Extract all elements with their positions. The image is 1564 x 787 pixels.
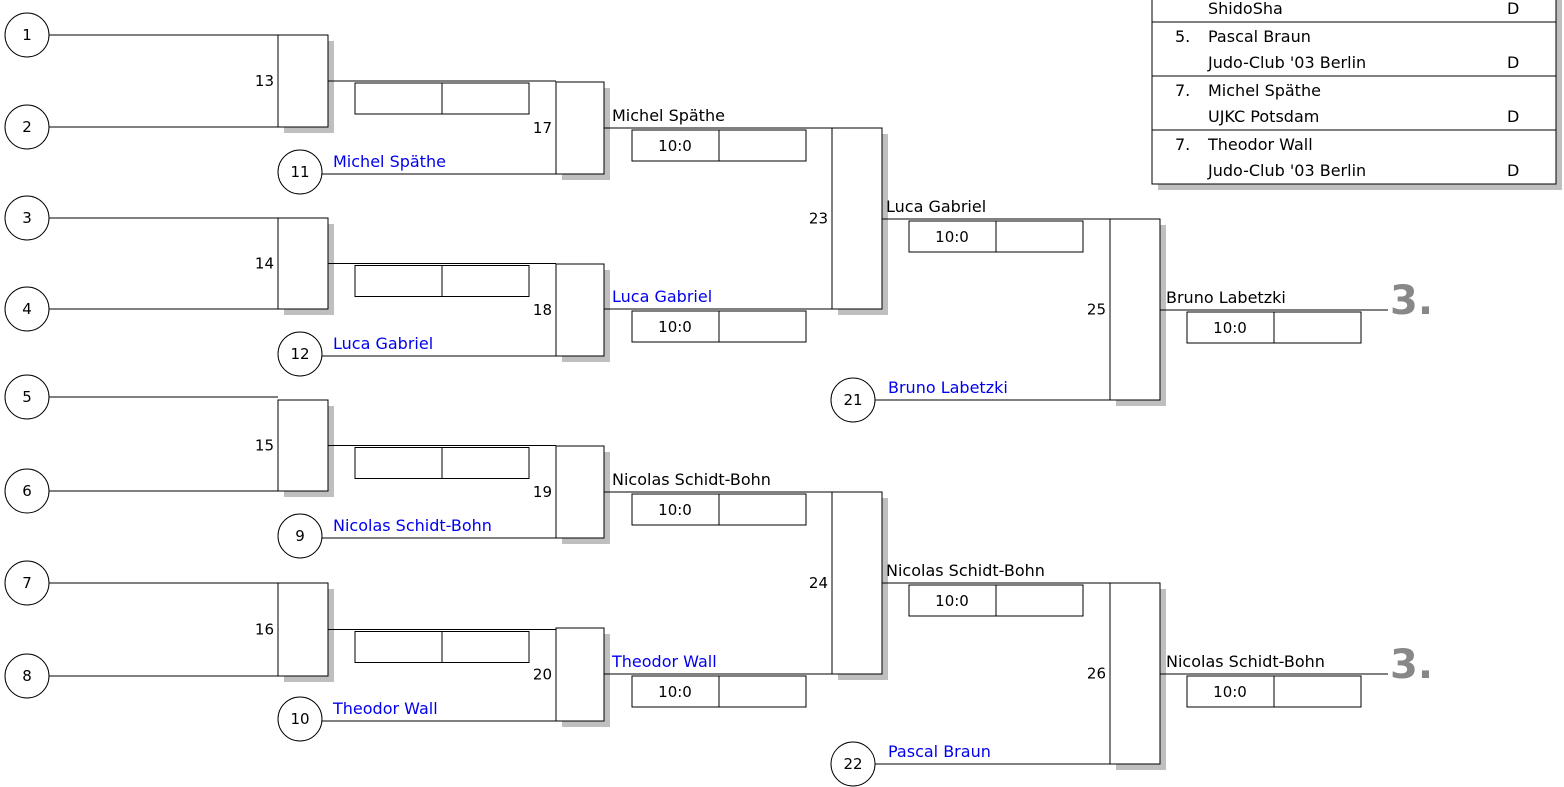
repechage-name: Theodor Wall bbox=[333, 699, 438, 718]
entry-circle-1-number: 1 bbox=[22, 26, 32, 44]
repechage-circle-number: 9 bbox=[295, 527, 305, 545]
entry-circle-3-number: 3 bbox=[22, 209, 32, 227]
match-box-24-number: 24 bbox=[808, 574, 828, 592]
result-name: Pascal Braun bbox=[1208, 27, 1311, 46]
entry-circle-4-number: 4 bbox=[22, 300, 32, 318]
place-label: 3. bbox=[1390, 278, 1434, 324]
result-nation: D bbox=[1507, 53, 1520, 72]
repechage-circle-number: 10 bbox=[290, 710, 310, 728]
match-box-13 bbox=[278, 35, 328, 127]
score-box-value: 10:0 bbox=[935, 592, 969, 610]
match-box-24 bbox=[832, 492, 882, 674]
match-box-20-number: 20 bbox=[532, 665, 552, 684]
result-club: ShidoSha bbox=[1208, 0, 1283, 18]
repechage-name: Nicolas Schidt-Bohn bbox=[333, 516, 492, 535]
repechage-circle-number: 11 bbox=[290, 163, 310, 181]
final-winner-name: Bruno Labetzki bbox=[1166, 288, 1286, 307]
score-box-value: 10:0 bbox=[658, 501, 692, 519]
crossover-name: Bruno Labetzki bbox=[888, 378, 1008, 397]
result-nation: D bbox=[1507, 107, 1520, 126]
round2-winner-name: Nicolas Schidt-Bohn bbox=[612, 470, 771, 489]
match-box-13-number: 13 bbox=[254, 72, 274, 90]
match-box-14-number: 14 bbox=[254, 254, 274, 273]
result-rank: 7. bbox=[1175, 81, 1191, 100]
match-box-25 bbox=[1110, 219, 1160, 400]
match-box-26-number: 26 bbox=[1086, 664, 1106, 683]
entry-circle-7-number: 7 bbox=[22, 574, 32, 592]
match-box-23 bbox=[832, 128, 882, 309]
match-box-23-number: 23 bbox=[808, 209, 828, 228]
round2-winner-name: Theodor Wall bbox=[612, 652, 717, 671]
crossover-name: Pascal Braun bbox=[888, 742, 991, 761]
result-name: Theodor Wall bbox=[1208, 135, 1313, 154]
repechage-circle-number: 12 bbox=[290, 345, 310, 363]
entry-circle-5-number: 5 bbox=[22, 388, 32, 406]
result-name: Michel Späthe bbox=[1208, 81, 1321, 100]
match-box-14 bbox=[278, 218, 328, 309]
round2-winner-name: Luca Gabriel bbox=[612, 287, 713, 306]
round3-winner-name: Nicolas Schidt-Bohn bbox=[886, 561, 1045, 580]
final-winner-name: Nicolas Schidt-Bohn bbox=[1166, 652, 1325, 671]
place-label: 3. bbox=[1390, 642, 1434, 688]
crossover-circle-number: 22 bbox=[843, 755, 863, 773]
round2-winner-name: Michel Späthe bbox=[612, 106, 725, 125]
result-club: Judo-Club '03 Berlin bbox=[1208, 53, 1367, 72]
match-box-16 bbox=[278, 583, 328, 676]
match-box-19-number: 19 bbox=[532, 483, 552, 501]
score-box-value: 10:0 bbox=[1213, 683, 1247, 701]
match-box-18 bbox=[556, 264, 604, 356]
match-box-15 bbox=[278, 400, 328, 491]
result-rank: 7. bbox=[1175, 135, 1191, 154]
score-box-value: 10:0 bbox=[658, 683, 692, 701]
repechage-name: Michel Späthe bbox=[333, 152, 446, 171]
match-box-19 bbox=[556, 446, 604, 538]
match-box-17-number: 17 bbox=[532, 119, 552, 137]
match-box-17 bbox=[556, 82, 604, 174]
result-club: UJKC Potsdam bbox=[1208, 107, 1320, 126]
score-box-value: 10:0 bbox=[658, 318, 692, 336]
result-club: Judo-Club '03 Berlin bbox=[1208, 161, 1367, 180]
entry-circle-2-number: 2 bbox=[22, 118, 32, 136]
result-nation: D bbox=[1507, 0, 1520, 18]
score-box-value: 10:0 bbox=[935, 228, 969, 246]
match-box-20 bbox=[556, 628, 604, 721]
score-box-value: 10:0 bbox=[658, 137, 692, 155]
entry-circle-8-number: 8 bbox=[22, 667, 32, 685]
match-box-16-number: 16 bbox=[254, 620, 274, 639]
match-box-25-number: 25 bbox=[1086, 300, 1106, 319]
repechage-name: Luca Gabriel bbox=[333, 334, 434, 353]
match-box-18-number: 18 bbox=[532, 301, 552, 319]
score-box-value: 10:0 bbox=[1213, 319, 1247, 337]
entry-circle-6-number: 6 bbox=[22, 482, 32, 500]
result-nation: D bbox=[1507, 161, 1520, 180]
result-rank: 5. bbox=[1175, 27, 1191, 46]
round3-winner-name: Luca Gabriel bbox=[886, 197, 987, 216]
crossover-circle-number: 21 bbox=[843, 391, 863, 409]
match-box-26 bbox=[1110, 583, 1160, 764]
match-box-15-number: 15 bbox=[254, 436, 274, 455]
